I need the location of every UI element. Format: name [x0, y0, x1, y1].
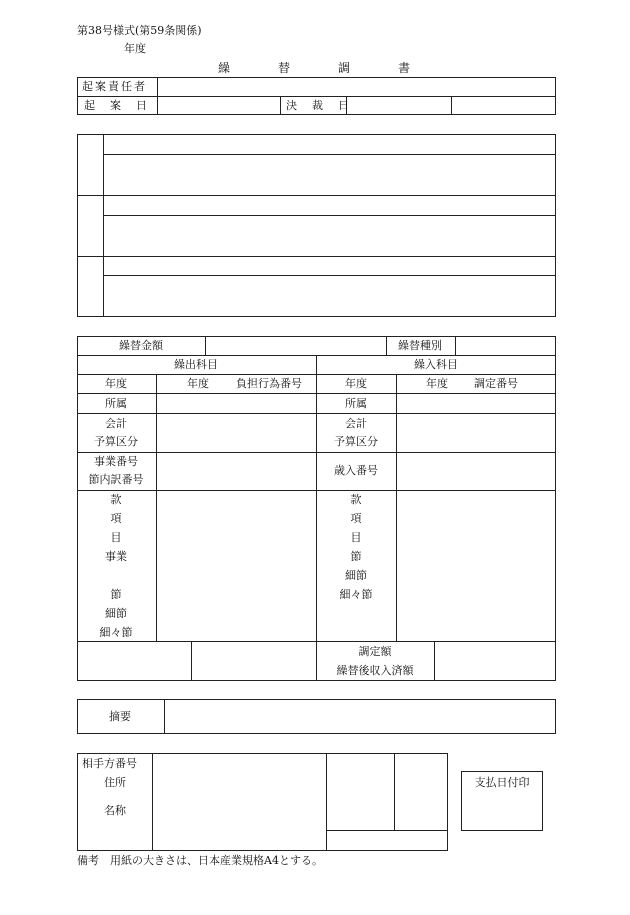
divider — [77, 393, 556, 394]
burden-number-label: 負担行為番号 — [236, 377, 302, 390]
in-subject-label: 繰入科目 — [414, 358, 458, 371]
divider — [103, 275, 556, 276]
divider — [77, 452, 556, 453]
out-year-label: 年度 — [105, 377, 127, 390]
remarks-label: 摘要 — [109, 710, 131, 723]
in-item-2: 項 — [350, 512, 362, 525]
counterparty-number-label: 相手方番号 — [82, 757, 137, 770]
divider — [77, 490, 556, 491]
title-char-1: 繰 — [217, 61, 231, 75]
draft-date-label: 起 案 日 — [84, 99, 149, 112]
in-year-value-label: 年度 — [426, 377, 448, 390]
divider — [164, 699, 165, 734]
divider — [316, 355, 317, 641]
divider — [394, 753, 395, 830]
divider — [451, 96, 452, 115]
out-budget-label: 予算区分 — [94, 435, 138, 448]
divider — [316, 641, 317, 681]
out-item-8: 細々節 — [99, 626, 133, 639]
divider — [103, 134, 104, 317]
sub-item-number-label: 節内訳番号 — [88, 473, 144, 486]
transfer-type-label: 繰替種別 — [398, 339, 442, 352]
name-label: 名称 — [104, 804, 126, 817]
responsible-label: 起案責任者 — [82, 80, 147, 93]
out-item-4: 事業 — [105, 550, 127, 563]
divider — [205, 336, 206, 355]
amount-label: 繰替金額 — [119, 339, 163, 352]
divider — [77, 413, 556, 414]
in-budget-label: 予算区分 — [334, 435, 378, 448]
out-item-2: 項 — [110, 512, 122, 525]
in-accounting-label: 会計 — [345, 417, 367, 430]
remarks-box — [77, 699, 556, 734]
divider — [396, 374, 397, 641]
out-item-3: 目 — [110, 531, 122, 544]
out-subject-label: 繰出科目 — [174, 358, 218, 371]
divider — [434, 641, 435, 681]
divider — [77, 96, 556, 97]
adjusted-amount-label: 調定額 — [358, 645, 392, 658]
out-item-7: 細節 — [105, 607, 127, 620]
project-number-label: 事業番号 — [94, 455, 138, 468]
footnote: 備考 用紙の大きさは、日本産業規格A4とする。 — [77, 854, 323, 867]
payment-date-stamp-label: 支払日付印 — [474, 776, 530, 789]
divider — [455, 336, 456, 355]
divider — [326, 830, 448, 831]
out-accounting-label: 会計 — [105, 417, 127, 430]
decision-date-label: 決 裁 日 — [286, 99, 351, 112]
divider — [156, 374, 157, 641]
received-after-label: 繰替後収入済額 — [336, 664, 414, 677]
out-item-6: 節 — [110, 588, 122, 601]
divider — [157, 77, 158, 115]
divider — [386, 336, 387, 355]
title-char-4: 書 — [397, 61, 411, 75]
adjust-number-label: 調定番号 — [474, 377, 518, 390]
fiscal-year-label: 年度 — [124, 42, 146, 55]
in-item-6: 細々節 — [339, 588, 373, 601]
in-item-3: 目 — [350, 531, 362, 544]
divider — [77, 195, 556, 196]
out-affiliation-label: 所属 — [105, 397, 127, 410]
in-item-5: 細節 — [345, 569, 367, 582]
address-label: 住所 — [104, 776, 126, 789]
out-item-1: 款 — [110, 493, 122, 506]
divider — [326, 753, 327, 851]
divider — [103, 215, 556, 216]
memo-blocks — [77, 134, 556, 317]
form-number: 第38号様式(第59条関係) — [77, 24, 202, 37]
divider — [152, 753, 153, 851]
in-affiliation-label: 所属 — [345, 397, 367, 410]
divider — [77, 256, 556, 257]
divider — [280, 96, 281, 115]
title-char-3: 調 — [337, 61, 351, 75]
revenue-number-label: 歳入番号 — [334, 464, 378, 477]
out-year-value-label: 年度 — [187, 377, 209, 390]
divider — [191, 641, 192, 681]
in-year-label: 年度 — [345, 377, 367, 390]
divider — [103, 154, 556, 155]
in-item-4: 節 — [350, 550, 362, 563]
in-item-1: 款 — [350, 493, 362, 506]
title-char-2: 替 — [277, 61, 291, 75]
